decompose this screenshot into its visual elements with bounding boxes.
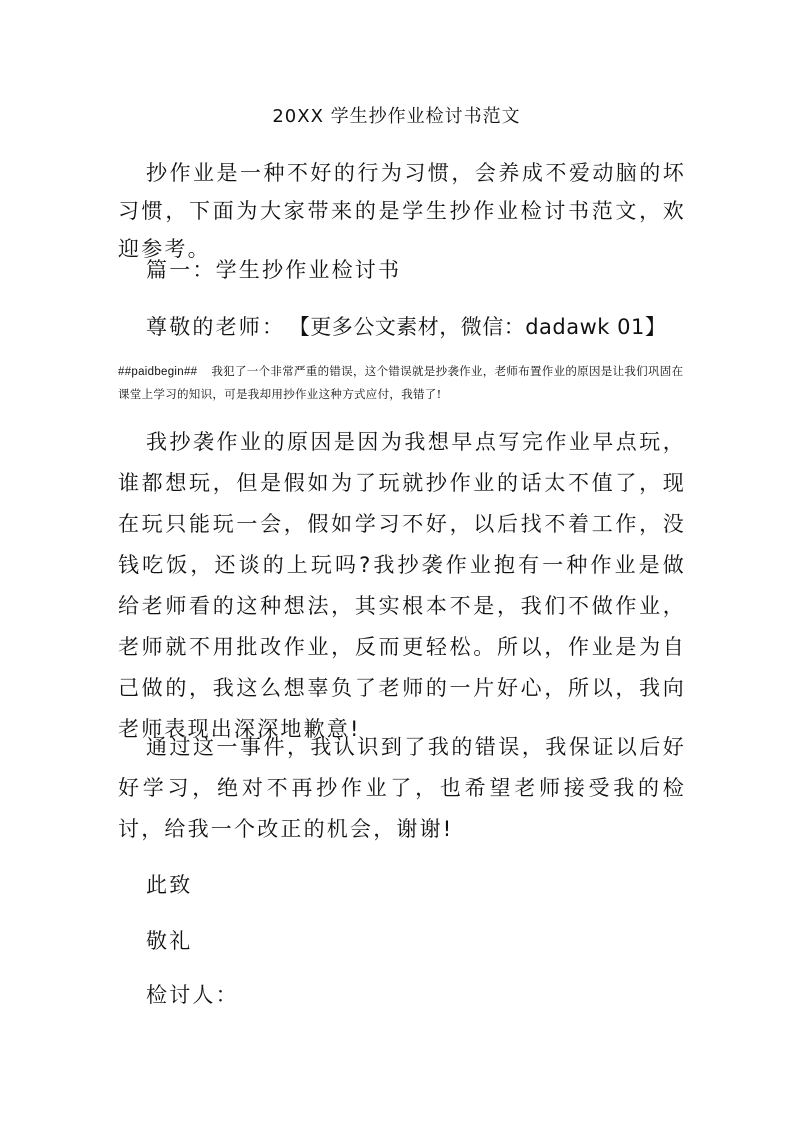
closing-1: 此致: [146, 873, 193, 897]
intro-paragraph: 抄作业是一种不好的行为习惯，会养成不爱动脑的坏习惯，下面为大家带来的是学生抄作业检讨书范文，欢迎参考。: [118, 161, 686, 261]
document-title: 20XX 学生抄作业检讨书范文: [272, 106, 521, 127]
body-paragraph-2: 通过这一事件，我认识到了我的错误，我保证以后好好学习，绝对不再抄作业了，也希望老师接受我的检讨，给我一个改正的机会，谢谢!: [118, 735, 686, 841]
small-paragraph: [118, 360, 688, 405]
salutation: 尊敬的老师：: [146, 315, 286, 339]
signer-label: 检讨人：: [146, 983, 239, 1007]
section-heading: 篇一：学生抄作业检讨书: [146, 258, 402, 282]
paid-marker: ##paidbegin##: [118, 366, 198, 378]
salutation-line: [118, 308, 686, 346]
closing-2: 敬礼: [146, 929, 193, 953]
small-paragraph-text: 我犯了一个非常严重的错误，这个错误就是抄袭作业，老师布置作业的原因是让我们巩固在课堂上学习的知识，可是我却用抄作业这种方式应付，我错了!: [118, 364, 684, 401]
body-paragraph-1: 我抄袭作业的原因是因为我想早点写完作业早点玩，谁都想玩，但是假如为了玩就抄作业的话太不值了，现在玩只能玩一会，假如学习不好，以后找不着工作，没钱吃饭，还谈的上玩吗?我抄袭作业抱有一种作业是做给老师看的这种想法，其实根本不是，我们不做作业，老师就不用批改作业，反而更轻松。所以，作业是为自己做的，我这么想辜负了老师的一片好心，所以，我向老师表现出深深地歉意!: [118, 430, 686, 741]
promo-note: 【更多公文素材，微信：dadawk 01】: [299, 315, 667, 339]
